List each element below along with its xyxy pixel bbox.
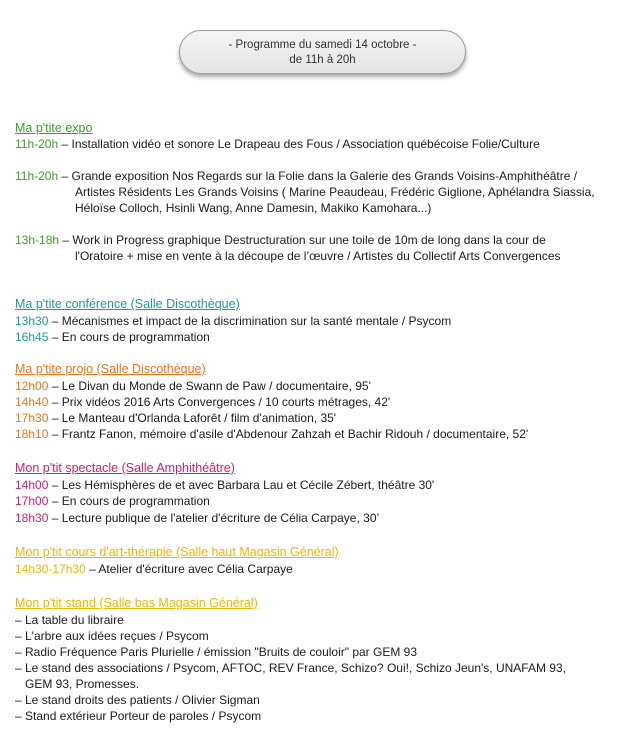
item-time: 17h00 [15,494,49,508]
item-time: 13h-18h [15,233,60,247]
list-item [15,426,528,442]
item-text-cont: Artistes Résidents Les Grands Voisins ( Marine Peaudeau, Frédéric Giglione, Aphélandra Siassia, [75,185,595,199]
list-item [15,313,451,329]
list-item: – Radio Fréquence Paris Plurielle / émission "Bruits de couloir" par GEM 93 [15,645,418,659]
item-time: 12h00 [15,379,49,393]
stand-list [15,612,566,724]
section-title-projo: Ma p'tite projo (Salle Discothèque) [15,362,206,376]
item-time: 11h-20h [15,169,59,183]
list-item: – Le stand droits des patients / Olivier Sigman [15,693,260,707]
item-time: 17h30 [15,411,49,425]
header-line-1: - Programme du samedi 14 octobre - [228,39,417,51]
item-time: 13h30 [15,314,49,328]
list-item [15,232,561,264]
section-title-expo: Ma p'tite expo [15,121,93,135]
section-title-spectacle: Mon p'tit spectacle (Salle Amphithéâtre) [15,461,235,475]
list-item [15,394,390,410]
item-text: – Atelier d'écriture avec Célia Carpaye [85,562,293,576]
item-text: – En cours de programmation [48,494,210,508]
item-text-cont: Héloïse Colloch, Hsinli Wang, Anne Damesin, Makiko Kamohara...) [75,201,432,215]
list-item [15,493,210,509]
list-item-cont: GEM 93, Promesses. [15,677,140,691]
item-text: – Le Manteau d'Orlanda Laforêt / film d'animation, 35' [48,411,337,425]
item-time: 16h45 [15,330,49,344]
list-item [15,477,434,493]
list-item [15,329,210,345]
item-text: – Installation vidéo et sonore Le Drapeau des Fous / Association québécoise Folie/Culture [58,137,540,151]
item-time: 14h40 [15,395,49,409]
item-text: – Prix vidéos 2016 Arts Convergences / 10 courts métrages, 42' [48,395,391,409]
list-item: – Le stand des associations / Psycom, AFTOC, REV France, Schizo? Oui!, Schizo Jeun's, UNAFAM 93, [15,661,566,675]
list-item: – L'arbre aux idées reçues / Psycom [15,629,209,643]
item-text: – Frantz Fanon, mémoire d'asile d'Abdenour Zahzah et Bachir Ridouh / documentaire, 52' [48,427,529,441]
list-item: – Stand extérieur Porteur de paroles / Psycom [15,709,262,723]
item-time: 18h30 [15,511,49,525]
item-time: 18h10 [15,427,49,441]
list-item [15,561,293,577]
list-item [15,510,379,526]
header-line-2: de 11h à 20h [289,54,356,66]
item-text: – Work in Progress graphique Destructuration sur une toile de 10m de long dans la cour de [59,233,546,247]
list-item: – La table du libraire [15,613,124,627]
item-time: 11h-20h [15,137,59,151]
list-item [15,378,371,394]
item-text: – En cours de programmation [48,330,210,344]
item-time: 14h30-17h30 [15,562,86,576]
list-item [15,136,540,152]
item-text-cont: l'Oratoire + mise en vente à la découpe de l’œuvre / Artistes du Collectif Arts Convergences [75,249,561,263]
section-title-stand: Mon p'tit stand (Salle bas Magasin Général) [15,596,258,610]
list-item [15,168,595,216]
item-text: – Lecture publique de l'atelier d'écriture de Célia Carpaye, 30’ [48,511,380,525]
item-text: – Mécanismes et impact de la discrimination sur la santé mentale / Psycom [48,314,452,328]
program-header [179,30,466,74]
item-time: 14h00 [15,478,49,492]
item-text: – Grande exposition Nos Regards sur la Folie dans la Galerie des Grands Voisins-Amphithéâtre / [58,169,578,183]
section-title-conference: Ma p'tite conférence (Salle Discothèque) [15,297,240,311]
section-title-artherapie: Mon p'tit cours d'art-thérapie (Salle haut Magasin Général) [15,545,339,559]
item-text: – Les Hémisphères de et avec Barbara Lau et Cécile Zébert, théâtre 30' [48,478,435,492]
item-text: – Le Divan du Monde de Swann de Paw / documentaire, 95' [48,379,371,393]
list-item [15,410,336,426]
